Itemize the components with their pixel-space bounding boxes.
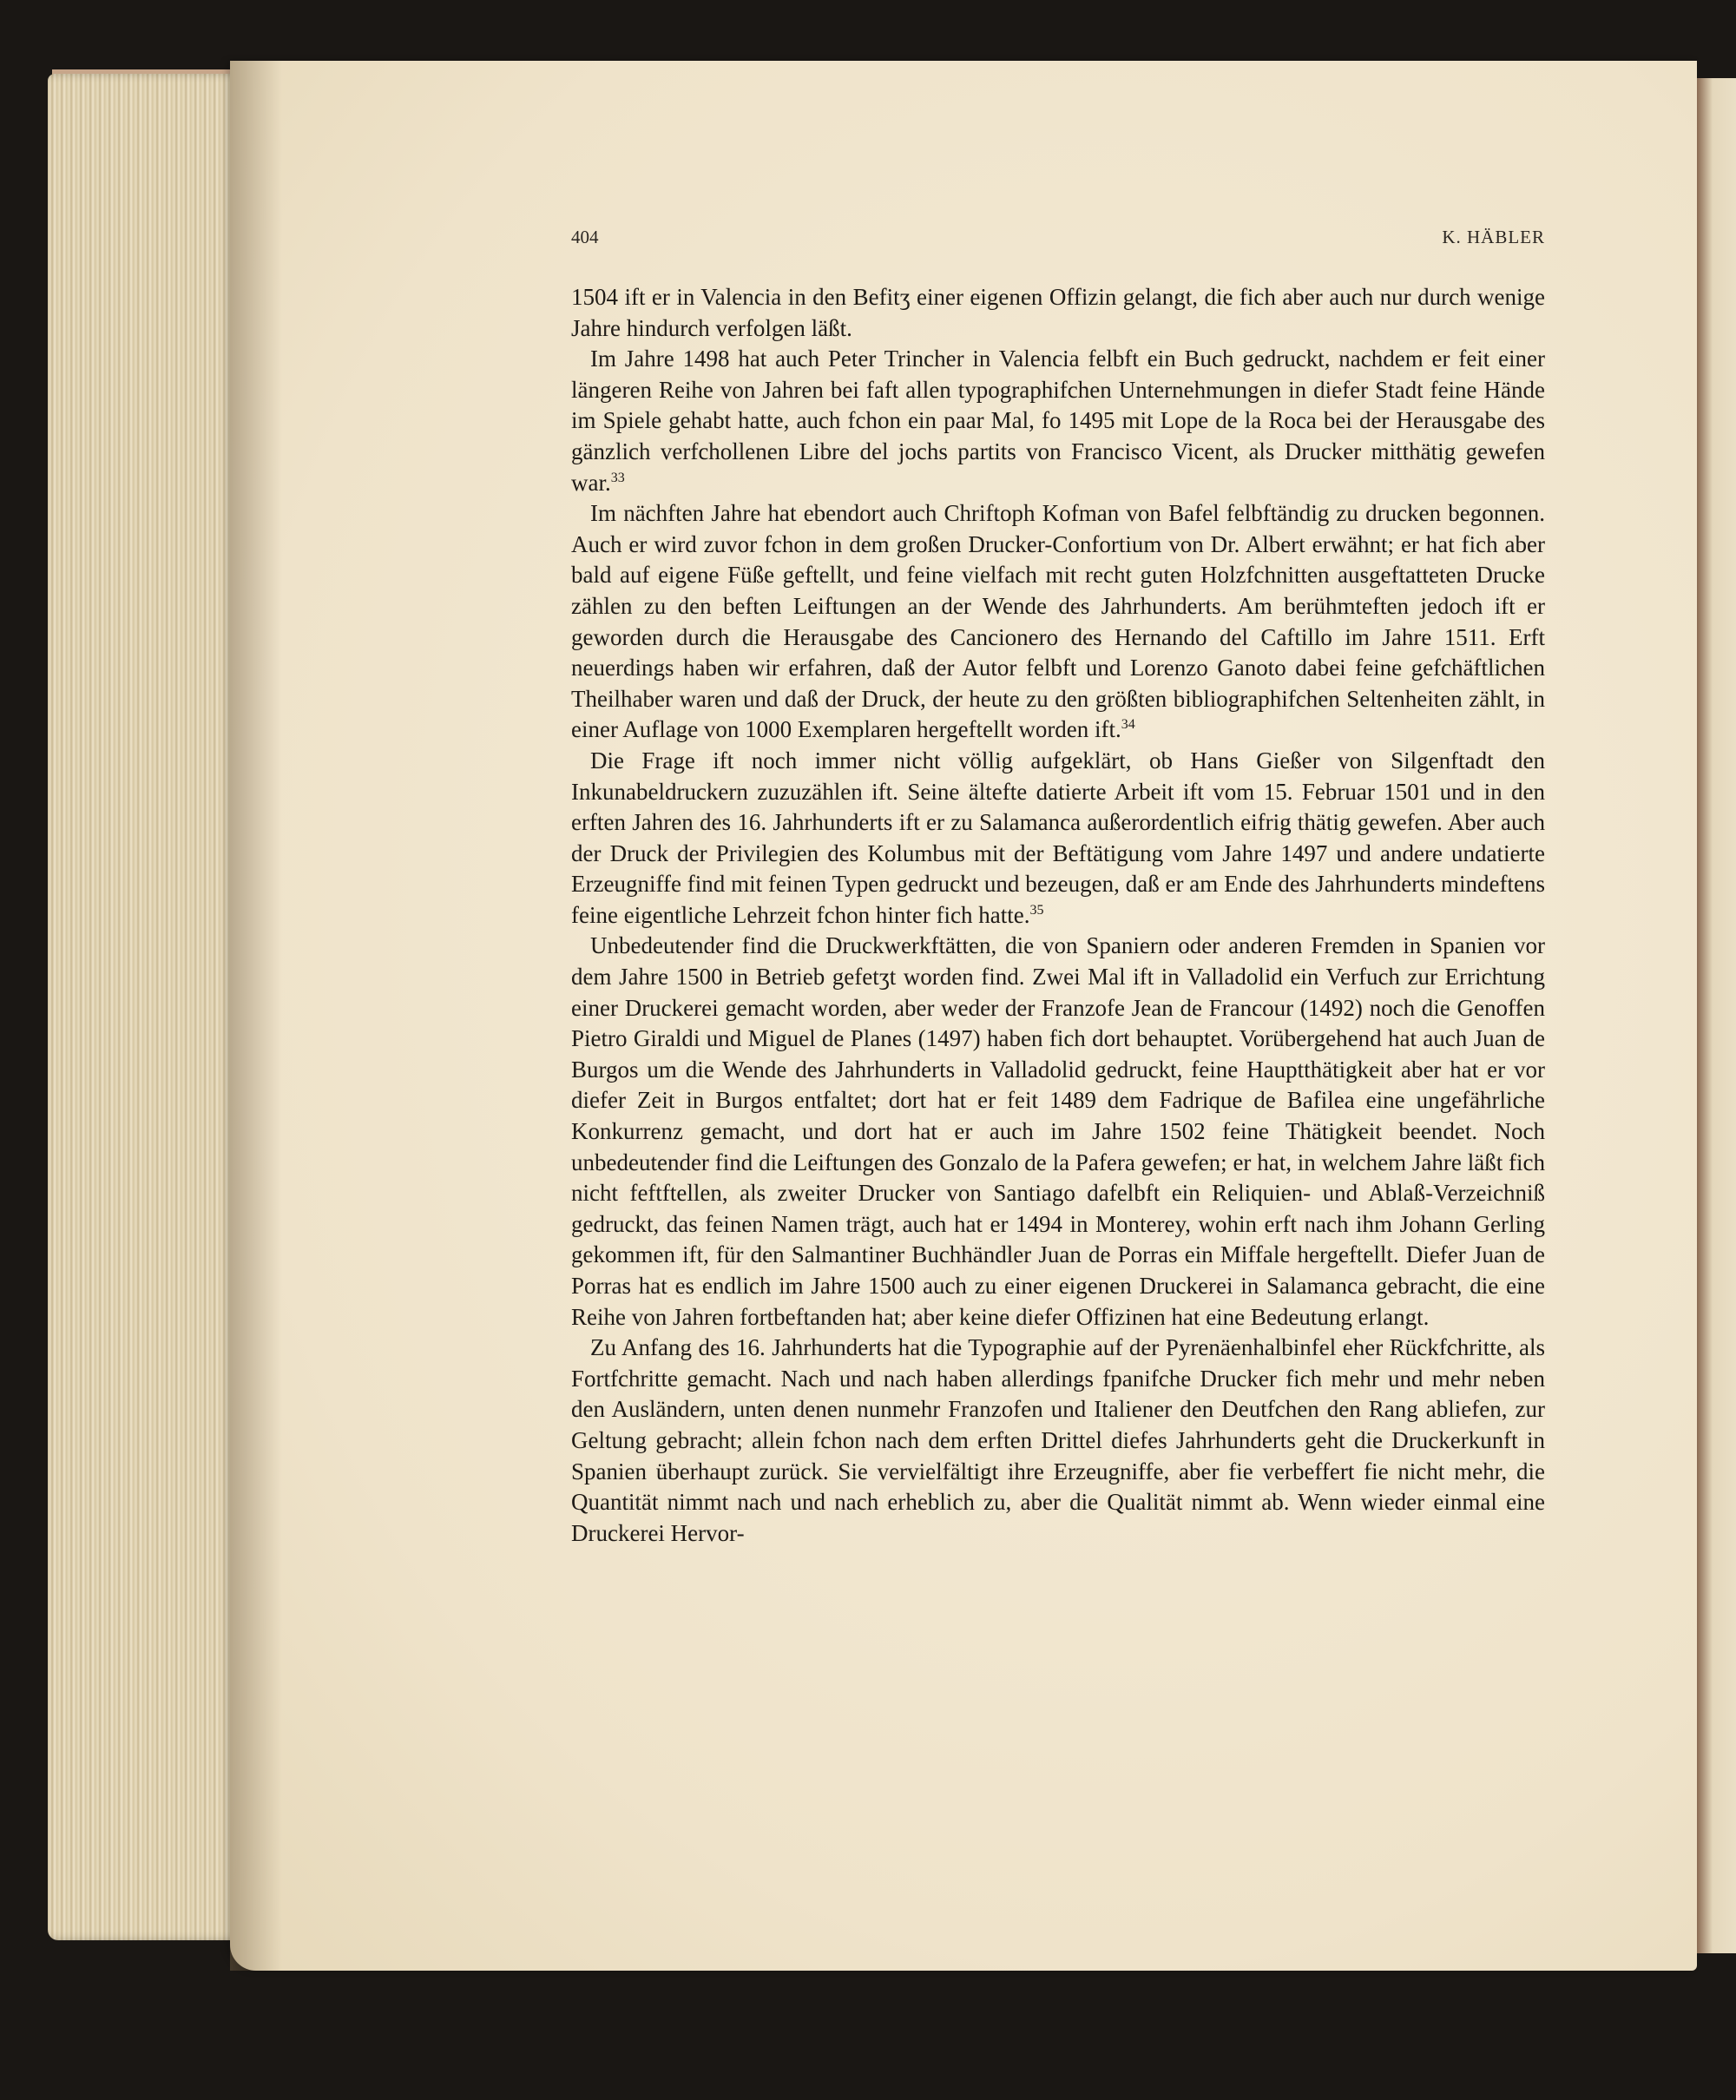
footnote-ref: 33 [610,470,625,485]
paragraph-text: Im Jahre 1498 hat auch Peter Trincher in Valencia felbft ein Buch gedruckt, nachdem er feit einer längeren Reihe von Jahren bei faft allen typographifchen Unternehmungen in diefer Stadt feine Hände im Spiele gehabt hatte, auch fchon ein paar Mal, fo 1495 mit Lope de la Roca bei der Herausgabe des gänzlich verfchollenen Libre del jochs partits von Francisco Vicent, als Drucker mitthätig gewefen war. [571,346,1545,496]
page-number: 404 [571,227,599,247]
page-header [571,227,1545,253]
paragraph-text: 1504 ift er in Valencia in den Befitʒ einer eigenen Offizin gelangt, die fich aber auch nur durch wenige Jahre hindurch verfolgen läßt. [571,284,1545,341]
paragraph-text: Unbedeutender find die Druckwerkftätten, die von Spaniern oder anderen Fremden in Spanien vor dem Jahre 1500 in Betrieb gefetʒt worden find. Zwei Mal ift in Valladolid ein Verfuch zur Errichtung einer Druckerei gemacht worden, aber weder der Franzofe Jean de Francour (1492) noch die Genoffen Pietro Giraldi und Miguel de Planes (1497) haben fich dort behauptet. Vorübergehend hat auch Juan de Burgos um die Wende des Jahrhunderts in Valladolid gedruckt, feine Hauptthätigkeit aber hat er vor diefer Zeit in Burgos entfaltet; dort hat er feit 1489 dem Fadrique de Bafilea eine ungefährliche Konkurrenz gemacht, und dort hat er auch im Jahre 1502 feine Thätigkeit beendet. Noch unbedeutender find die Leiftungen des Gonzalo de la Pafera gewefen; er hat, in welchem Jahre läßt fich nicht feftftellen, als zweiter Drucker von Santiago dafelbft ein Reliquien- und Ablaß-Verzeichniß gedruckt, das feinen Namen trägt, auch hat er 1494 in Monterey, wohin erft nach ihm Johann Gerling gekommen ift, für den Salmantiner Buchhändler Juan de Porras ein Miffale hergeftellt. Diefer Juan de Porras hat es endlich im Jahre 1500 auch zu einer eigenen Druckerei in Salamanca gebracht, die eine Reihe von Jahren fortbeftanden hat; aber keine diefer Offizinen hat eine Bedeutung erlangt. [571,932,1545,1330]
paragraph-text: Im nächften Jahre hat ebendort auch Chriftoph Kofman von Bafel felbftändig zu drucken begonnen. Auch er wird zuvor fchon in dem großen Drucker-Confortium von Dr. Albert erwähnt; er hat fich aber bald auf eigene Füße geftellt, und feine vielfach mit recht guten Holzfchnitten ausgeftatteten Drucke zählen zu den beften Leiftungen an der Wende des Jahrhunderts. Am berühmteften jedoch ift er geworden durch die Herausgabe des Cancionero des Hernando del Caftillo im Jahre 1511. Erft neuerdings haben wir erfahren, daß der Autor felbft und Lorenzo Ganoto dabei feine gefchäftlichen Theilhaber waren und daß der Druck, der heute zu den größten bibliographifchen Seltenheiten zählt, in einer Auflage von 1000 Exemplaren hergeftellt worden ift. [571,500,1545,743]
paragraph [571,498,1545,746]
paragraph [571,931,1545,1333]
facing-page-edge [1697,78,1736,1953]
footnote-ref: 34 [1121,717,1135,733]
running-head: K. HÄBLER [1442,227,1545,247]
paragraph [571,282,1545,344]
gutter-shadow [230,61,282,1971]
paragraph-text: Zu Anfang des 16. Jahrhunderts hat die Typographie auf der Pyrenäenhalbinfel eher Rückfchritte, als Fortfchritte gemacht. Nach und nach haben allerdings fpanifche Drucker fich mehr und mehr neben den Ausländern, unten denen nunmehr Franzofen und Italiener den Deutfchen den Rang abliefen, zur Geltung gebracht; allein fchon nach dem erften Drittel diefes Jahrhunderts geht die Druckerkunft in Spanien überhaupt zurück. Sie vervielfältigt ihre Erzeugniffe, aber fie verbeffert fie nicht mehr, die Quantität nimmt nach und nach erheblich zu, aber die Qualität nimmt ab. Wenn wieder einmal eine Druckerei Hervor- [571,1334,1545,1546]
paragraph-text: Die Frage ift noch immer nicht völlig aufgeklärt, ob Hans Gießer von Silgenftadt den Inkunabeldruckern zuzuzählen ift. Seine ältefte datierte Arbeit ift vom 15. Februar 1501 und in den erften Jahren des 16. Jahrhunderts ift er zu Salamanca außerordentlich eifrig thätig gewefen. Aber auch der Druck der Privilegien des Kolumbus mit der Beftätigung vom Jahre 1497 und andere undatierte Erzeugniffe find mit feinen Typen gedruckt und bezeugen, daß er am Ende des Jahrhunderts mindeftens feine eigentliche Lehrzeit fchon hinter fich hatte. [571,747,1545,928]
paragraph [571,344,1545,498]
paragraph [571,1333,1545,1549]
paragraph [571,746,1545,932]
body-text [571,282,1545,1549]
footnote-ref: 35 [1029,902,1044,918]
